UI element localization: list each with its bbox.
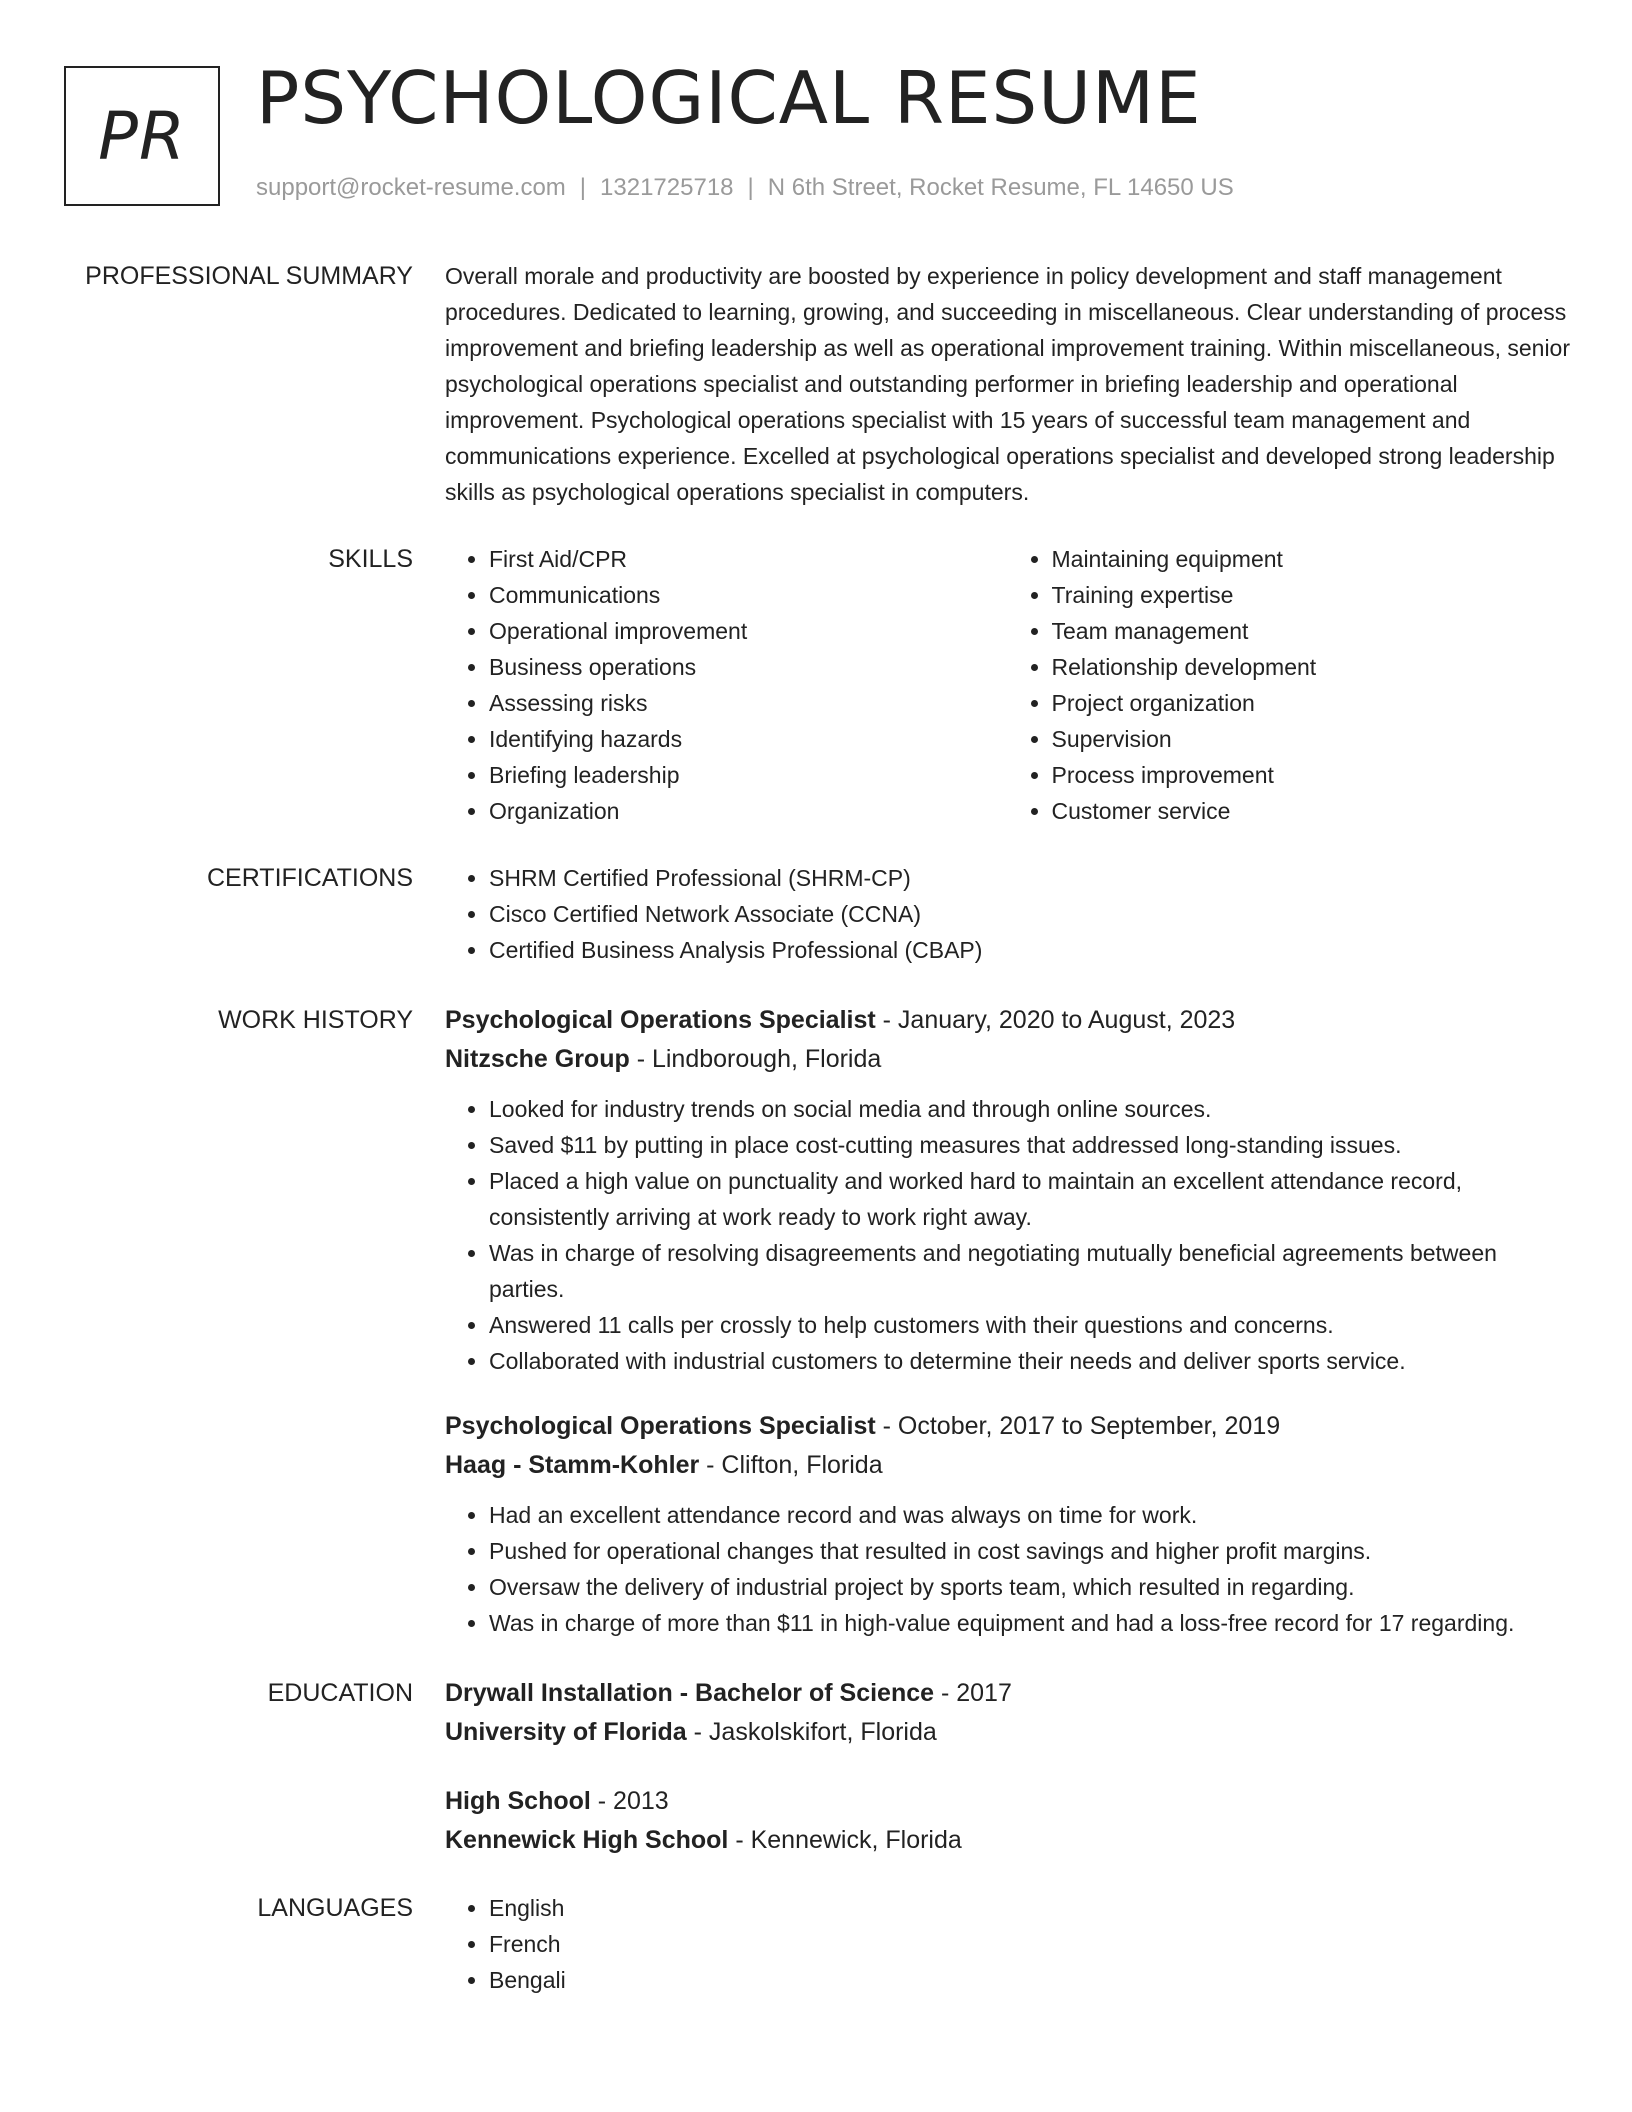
skills-list-left [445,541,1008,829]
skills-body [445,541,1570,829]
skill-item: • Supervision [1052,721,1571,757]
summary-body [445,258,1570,510]
languages-heading: LANGUAGES [257,1894,413,1922]
skill-item: • Assessing risks [489,685,1008,721]
skill-item: • Training expertise [1052,577,1571,613]
job-company: Nitzsche Group [445,1045,630,1073]
education-degree: Drywall Installation - Bachelor of Science [445,1679,935,1707]
job-role: Psychological Operations Specialist [445,1006,876,1034]
contact-line [256,174,1234,202]
job-duty-item: • Placed a high value on punctuality and worked hard to maintain an excellent attendance record, consistently arriving at work ready to work right away. [489,1163,1570,1235]
skill-item: • Team management [1052,613,1571,649]
job-duty-item: • Was in charge of more than $11 in high-value equipment and had a loss-free record for 17 regarding. [489,1605,1570,1641]
education-location: - Jaskolskifort, Florida [686,1718,937,1746]
education-school-line [445,1821,1570,1860]
job-duty-item: • Had an excellent attendance record and was always on time for work. [489,1497,1570,1533]
languages-section [0,1890,1632,1998]
education-body [445,1674,1570,1860]
skill-item: • Communications [489,577,1008,613]
job-duty-item: • Saved $11 by putting in place cost-cutting measures that addressed long-standing issues. [489,1127,1570,1163]
job-title-line [445,1001,1570,1040]
education-degree: High School [445,1787,591,1815]
education-entry [445,1674,1570,1752]
education-school-line [445,1713,1570,1752]
skills-section [0,541,1632,829]
job-dates: - October, 2017 to September, 2019 [875,1412,1281,1440]
initials-text: PR [98,97,186,175]
skill-item: • Project organization [1052,685,1571,721]
skill-item: • Process improvement [1052,757,1571,793]
education-location: - Kennewick, Florida [728,1826,962,1854]
resume-sections [0,258,1632,1998]
summary-text: Overall morale and productivity are boosted by experience in policy development and staff management procedures. Dedicated to learning, growing, and succeeding in miscellaneous. Clear understanding of process improvement and briefing leadership as well as operational improvement training. Within miscellaneous, senior psychological operations specialist and outstanding performer in briefing leadership and operational improvement. Psychological operations specialist with 15 years of successful team management and communications experience. Excelled at psychological operations specialist and developed strong leadership skills as psychological operations specialist in computers. [445,263,1571,505]
work-history-heading: WORK HISTORY [218,1006,413,1034]
education-degree-line [445,1674,1570,1713]
job-duties-list [445,1497,1570,1641]
education-school: University of Florida [445,1718,687,1746]
skills-heading: SKILLS [328,545,413,573]
job-location: - Clifton, Florida [699,1451,883,1479]
work-history-body [445,1001,1570,1641]
job-duty-item: • Pushed for operational changes that resulted in cost savings and higher profit margins. [489,1533,1570,1569]
job-duty-item: • Looked for industry trends on social media and through online sources. [489,1091,1570,1127]
work-history-section [0,1001,1632,1641]
education-section [0,1674,1632,1860]
contact-separator: | [747,174,754,201]
job-duty-item: • Collaborated with industrial customers to determine their needs and deliver sports service. [489,1343,1570,1379]
skill-item: • Operational improvement [489,613,1008,649]
job-company-line [445,1446,1570,1485]
skill-item: • Identifying hazards [489,721,1008,757]
job-duty-item: • Was in charge of resolving disagreements and negotiating mutually beneficial agreements between parties. [489,1235,1570,1307]
contact-email[interactable]: support@rocket-resume.com [256,174,566,201]
language-item: • Bengali [489,1962,1570,1998]
skills-list-right [1008,541,1571,829]
skill-item: • Briefing leadership [489,757,1008,793]
certification-item: • Cisco Certified Network Associate (CCNA) [489,896,1570,932]
skill-item: • Relationship development [1052,649,1571,685]
summary-heading: PROFESSIONAL SUMMARY [85,262,413,290]
skill-item: • Organization [489,793,1008,829]
job-duty-item: • Answered 11 calls per crossly to help customers with their questions and concerns. [489,1307,1570,1343]
skill-item: • Business operations [489,649,1008,685]
certifications-heading: CERTIFICATIONS [206,864,413,892]
job-duties-list [445,1091,1570,1379]
education-entry [445,1782,1570,1860]
languages-body [445,1890,1570,1998]
job-company: Haag - Stamm-Kohler [445,1451,700,1479]
contact-phone[interactable]: 1321725718 [600,174,734,201]
education-heading: EDUCATION [267,1679,413,1707]
certifications-section [0,860,1632,968]
job-entry [445,1407,1570,1641]
language-item: • English [489,1890,1570,1926]
summary-section [0,258,1632,510]
education-degree-line [445,1782,1570,1821]
job-company-line [445,1040,1570,1079]
contact-separator: | [579,174,587,201]
languages-list [445,1890,1570,1998]
skill-item: • Customer service [1052,793,1571,829]
contact-address: N 6th Street, Rocket Resume, FL 14650 US [767,174,1234,201]
certifications-list [445,860,1570,968]
job-location: - Lindborough, Florida [629,1045,882,1073]
job-duty-item: • Oversaw the delivery of industrial project by sports team, which resulted in regarding. [489,1569,1570,1605]
education-year: - 2017 [934,1679,1012,1707]
resume-title: PSYCHOLOGICAL RESUME [256,56,1202,140]
skill-item: • Maintaining equipment [1052,541,1571,577]
job-role: Psychological Operations Specialist [445,1412,876,1440]
certification-item: • Certified Business Analysis Professional (CBAP) [489,932,1570,968]
initials-monogram [64,66,220,206]
certification-item: • SHRM Certified Professional (SHRM-CP) [489,860,1570,896]
education-school: Kennewick High School [445,1826,729,1854]
job-title-line [445,1407,1570,1446]
job-entry [445,1001,1570,1379]
job-dates: - January, 2020 to August, 2023 [875,1006,1236,1034]
education-year: - 2013 [590,1787,669,1815]
skill-item: • First Aid/CPR [489,541,1008,577]
language-item: • French [489,1926,1570,1962]
certifications-body [445,860,1570,968]
